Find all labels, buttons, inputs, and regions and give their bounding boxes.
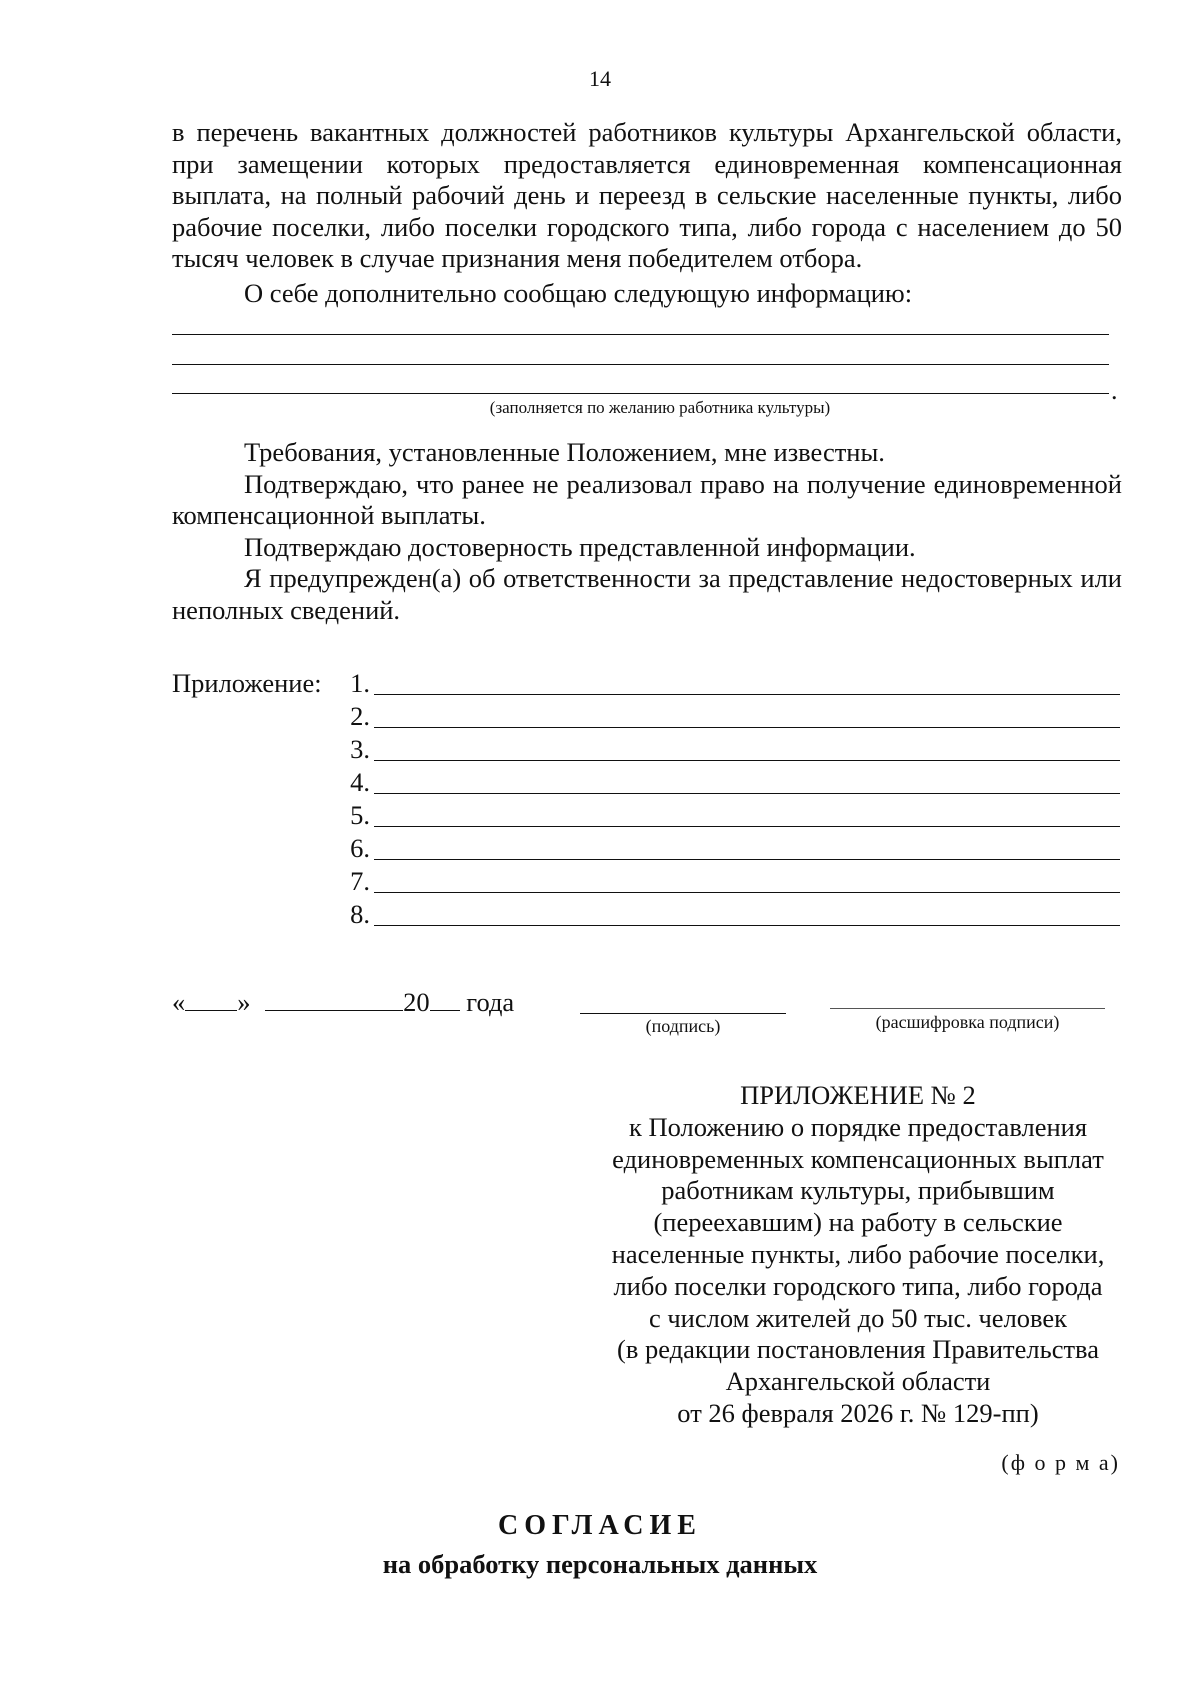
appendix-line: от 26 февраля 2026 г. № 129-пп) <box>677 1397 1039 1428</box>
appendix-line: с числом жителей до 50 тыс. человек <box>648 1302 1068 1333</box>
appendix-line: к Положению о порядке предоставления <box>628 1111 1088 1142</box>
attachment-line[interactable] <box>374 925 1120 926</box>
attachment-number: 7. <box>350 866 370 896</box>
attachment-line[interactable] <box>374 826 1120 827</box>
additional-info-intro: О себе дополнительно сообщаю следующую информацию: <box>244 278 913 308</box>
page-number: 14 <box>589 66 611 91</box>
attachment-line[interactable] <box>374 727 1120 728</box>
statement-responsibility: Я предупрежден(а) об ответственности за представление недостоверных или неполных сведений. <box>172 563 1122 625</box>
attachment-row <box>340 866 1120 897</box>
year-blank[interactable] <box>430 988 460 1011</box>
attachment-line[interactable] <box>374 859 1120 860</box>
attachment-row <box>340 899 1120 930</box>
attachment-line[interactable] <box>374 694 1120 695</box>
additional-info-hint: (заполняется по желанию работника культуры) <box>489 398 831 417</box>
date-open-quote: « <box>172 987 186 1017</box>
appendix-title: ПРИЛОЖЕНИЕ № 2 <box>740 1080 976 1110</box>
appendix-line: либо поселки городского типа, либо города <box>613 1270 1103 1301</box>
date-field <box>172 987 514 1018</box>
attachment-number: 2. <box>350 701 370 731</box>
appendix-line: Архангельской области <box>725 1366 991 1397</box>
attachment-number: 1. <box>350 668 370 698</box>
day-blank[interactable] <box>185 988 237 1011</box>
appendix-line: единовременных компенсационных выплат <box>612 1143 1104 1174</box>
attachment-line[interactable] <box>374 892 1120 893</box>
additional-info-line[interactable] <box>172 334 1109 335</box>
appendix-line: населенные пункты, либо рабочие поселки, <box>611 1238 1105 1269</box>
additional-info-line[interactable] <box>172 364 1109 365</box>
additional-info-line[interactable] <box>172 393 1109 394</box>
year-word: года <box>466 987 515 1017</box>
attachment-number: 4. <box>350 767 370 797</box>
statements-block <box>172 437 1122 626</box>
form-marker: (ф о р м а) <box>1001 1450 1120 1475</box>
statement-accuracy: Подтверждаю достоверность представленной информации. <box>244 531 916 562</box>
statement-not-realized: Подтверждаю, что ранее не реализовал право на получение единовременной компенсационной выплаты. <box>172 468 1122 530</box>
year-prefix: 20 <box>403 987 430 1017</box>
signature-decoding-caption: (расшифровка подписи) <box>875 1012 1060 1032</box>
consent-subtitle: на обработку персональных данных <box>382 1549 818 1579</box>
attachment-row <box>340 701 1120 732</box>
attachment-row <box>340 734 1120 765</box>
line-end-period: . <box>1111 376 1118 405</box>
signature-line[interactable] <box>580 1013 786 1014</box>
appendix-line: (в редакции постановления Правительства <box>617 1334 1099 1365</box>
signature-decoding-line[interactable] <box>830 1008 1105 1009</box>
attachment-row <box>340 767 1120 798</box>
attachment-line[interactable] <box>374 760 1120 761</box>
appendix-header <box>578 1080 1138 1430</box>
attachments-label: Приложение: <box>172 668 322 698</box>
intro-paragraph: в перечень вакантных должностей работников культуры Архангельской области, при замещении которых предоставляется единовременная компенсационная выплата, на полный рабочий день и переезд в сельские населенные пункты, либо рабочие поселки, либо поселки городского типа, либо города с населением до 50 тысяч человек в случае признания меня победителем отбора. <box>172 117 1122 273</box>
signature-caption: (подпись) <box>645 1016 721 1036</box>
attachment-number: 3. <box>350 734 370 764</box>
month-blank[interactable] <box>265 988 403 1011</box>
attachment-line[interactable] <box>374 793 1120 794</box>
attachment-row <box>340 668 1120 699</box>
appendix-line: работникам культуры, прибывшим <box>661 1175 1055 1206</box>
attachment-row <box>340 833 1120 864</box>
date-close-quote: » <box>237 987 251 1017</box>
attachment-number: 8. <box>350 899 370 929</box>
attachment-number: 5. <box>350 800 370 830</box>
consent-title: СОГЛАСИЕ <box>498 1510 702 1541</box>
attachment-number: 6. <box>350 833 370 863</box>
appendix-line: (переехавшим) на работу в сельские <box>653 1207 1063 1238</box>
statement-requirements: Требования, установленные Положением, мне известны. <box>244 437 885 467</box>
attachment-row <box>340 800 1120 831</box>
